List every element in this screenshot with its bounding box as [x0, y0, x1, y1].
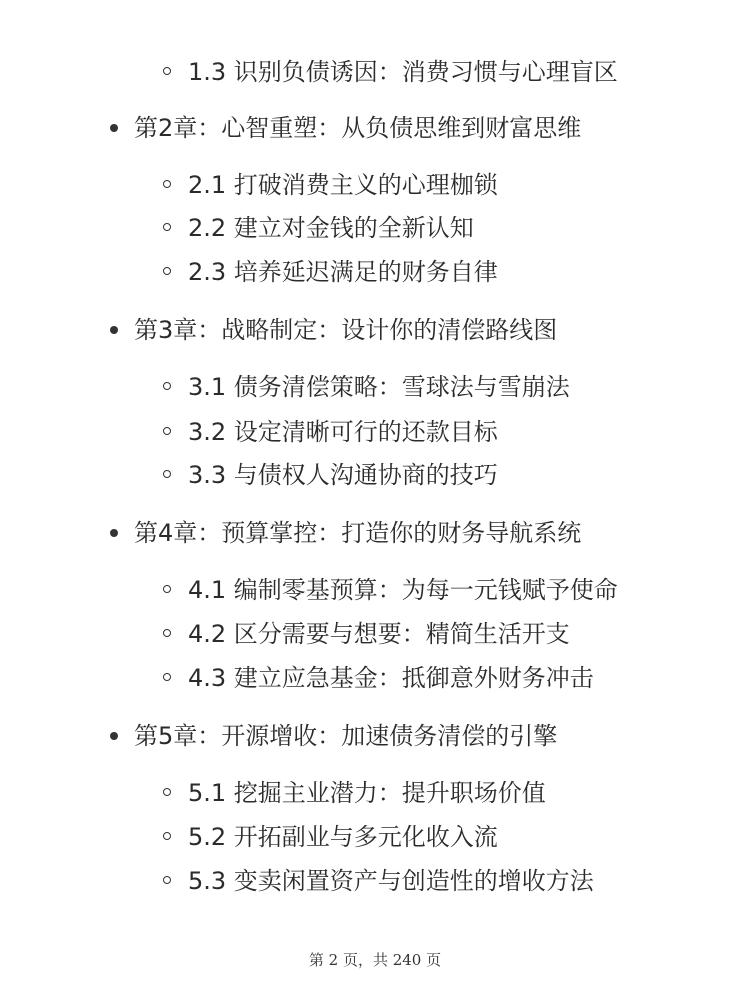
toc-chapter-4 — [0, 513, 750, 553]
hollow-bullet-icon — [163, 673, 171, 681]
hollow-bullet-icon — [163, 223, 171, 231]
solid-bullet-icon — [110, 124, 118, 132]
toc-item-label: 2.1 打破消费主义的心理枷锁 — [188, 171, 498, 199]
toc-item-label: 5.1 挖掘主业潜力：提升职场价值 — [188, 779, 546, 807]
toc-section-2-3 — [0, 252, 750, 292]
toc-section-5-1 — [0, 773, 750, 813]
toc-section-1-3 — [0, 52, 750, 92]
toc-item-label: 4.3 建立应急基金：抵御意外财务冲击 — [188, 664, 594, 692]
toc-item-label: 5.3 变卖闲置资产与创造性的增收方法 — [188, 867, 594, 895]
toc-item-label: 第4章：预算掌控：打造你的财务导航系统 — [134, 519, 582, 547]
toc-section-3-3 — [0, 455, 750, 495]
toc-section-4-1 — [0, 570, 750, 610]
hollow-bullet-icon — [163, 382, 171, 390]
toc-item-label: 第3章：战略制定：设计你的清偿路线图 — [134, 316, 558, 344]
toc-item-label: 第2章：心智重塑：从负债思维到财富思维 — [134, 114, 582, 142]
toc-chapter-5 — [0, 716, 750, 756]
toc-chapter-2 — [0, 108, 750, 148]
toc-item-label: 第5章：开源增收：加速债务清偿的引擎 — [134, 722, 558, 750]
page-number-footer: 第 2 页，共 240 页 — [308, 951, 442, 969]
toc-section-3-1 — [0, 367, 750, 407]
hollow-bullet-icon — [163, 788, 171, 796]
toc-chapter-3 — [0, 310, 750, 350]
toc-item-label: 2.2 建立对金钱的全新认知 — [188, 214, 474, 242]
hollow-bullet-icon — [163, 585, 171, 593]
hollow-bullet-icon — [163, 832, 171, 840]
hollow-bullet-icon — [163, 876, 171, 884]
toc-item-label: 3.3 与债权人沟通协商的技巧 — [188, 461, 498, 489]
toc-item-label: 1.3 识别负债诱因：消费习惯与心理盲区 — [188, 58, 618, 86]
toc-item-label: 2.3 培养延迟满足的财务自律 — [188, 258, 498, 286]
hollow-bullet-icon — [163, 470, 171, 478]
solid-bullet-icon — [110, 326, 118, 334]
hollow-bullet-icon — [163, 67, 171, 75]
toc-item-label: 4.2 区分需要与想要：精简生活开支 — [188, 620, 570, 648]
toc-item-label: 5.2 开拓副业与多元化收入流 — [188, 823, 498, 851]
toc-section-2-1 — [0, 165, 750, 205]
hollow-bullet-icon — [163, 180, 171, 188]
hollow-bullet-icon — [163, 427, 171, 435]
toc-section-5-3 — [0, 861, 750, 901]
toc-item-label: 4.1 编制零基预算：为每一元钱赋予使命 — [188, 576, 618, 604]
solid-bullet-icon — [110, 732, 118, 740]
toc-section-2-2 — [0, 208, 750, 248]
toc-section-4-2 — [0, 614, 750, 654]
toc-section-4-3 — [0, 658, 750, 698]
hollow-bullet-icon — [163, 267, 171, 275]
hollow-bullet-icon — [163, 629, 171, 637]
toc-section-5-2 — [0, 817, 750, 857]
toc-section-3-2 — [0, 412, 750, 452]
toc-item-label: 3.2 设定清晰可行的还款目标 — [188, 418, 498, 446]
solid-bullet-icon — [110, 529, 118, 537]
toc-item-label: 3.1 债务清偿策略：雪球法与雪崩法 — [188, 373, 570, 401]
